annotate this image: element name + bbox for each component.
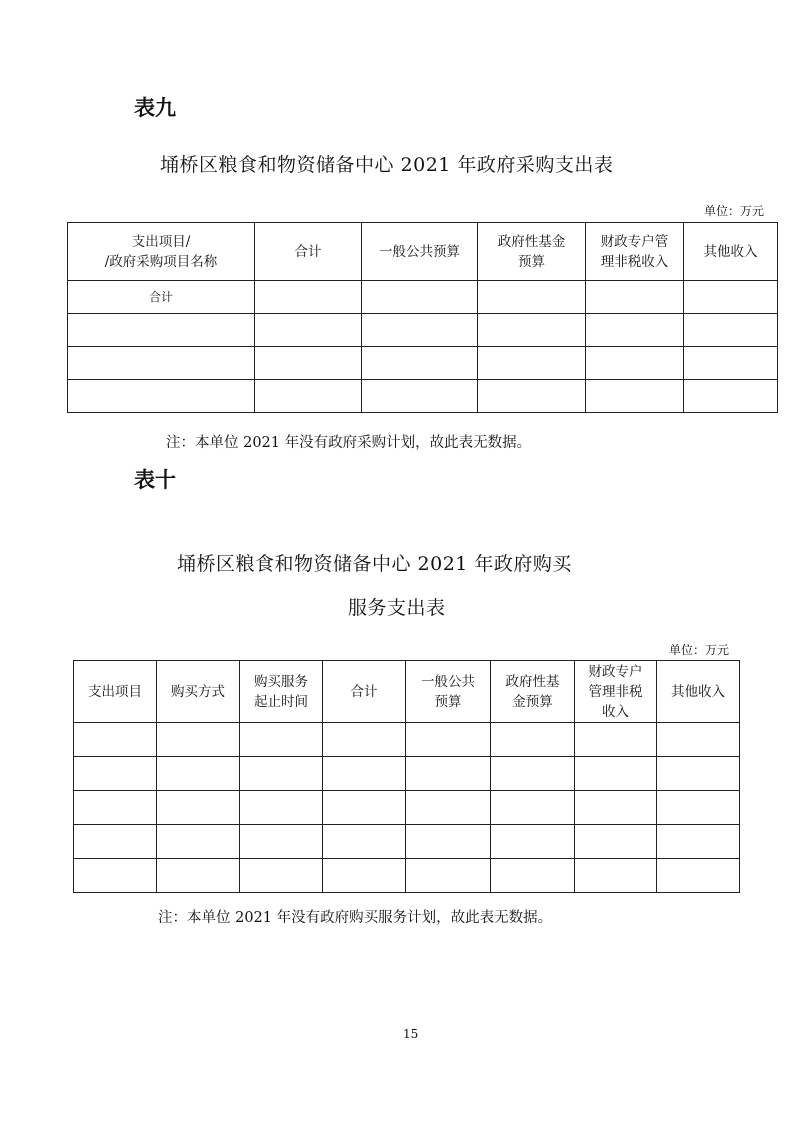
- table10-cell: [406, 757, 491, 791]
- table9-cell: [586, 380, 684, 413]
- table9-header-total: [255, 223, 362, 281]
- table10-header-text-line: 其他收入: [671, 683, 725, 700]
- table10-header-item: [74, 661, 157, 723]
- table9-cell: [684, 347, 778, 380]
- table9-row: [68, 281, 778, 314]
- table10-cell: [240, 825, 323, 859]
- table10-cell: [157, 825, 240, 859]
- table10-grid: [73, 660, 740, 893]
- table10-cell: [575, 791, 657, 825]
- table10-cell: [406, 723, 491, 757]
- table10-header-text-line: 购买服务: [254, 673, 308, 690]
- table10-header-text-line: 金预算: [512, 693, 553, 710]
- table9-header-text-line: 合计: [294, 243, 322, 260]
- table10-header-text-line: 合计: [350, 683, 378, 700]
- table10-row: [74, 757, 740, 791]
- table10-header-text-line: 起止时间: [254, 693, 308, 710]
- table10-cell: [657, 859, 740, 893]
- table10-cell: [323, 859, 406, 893]
- table10-cell: [491, 825, 575, 859]
- table9-cell: [362, 347, 478, 380]
- table10-cell: [240, 757, 323, 791]
- table9-heading: 表九: [134, 96, 176, 120]
- table10-cell: [491, 757, 575, 791]
- table10-note: 注：本单位 2021 年没有政府购买服务计划，故此表无数据。: [158, 910, 553, 926]
- table10-cell: [657, 757, 740, 791]
- table9-header-text-line: 理非税收入: [600, 253, 669, 270]
- table10-header-service-period: [240, 661, 323, 723]
- table10-header-purchase-method: [157, 661, 240, 723]
- table9-header-text-line: 支出项目/: [131, 233, 191, 250]
- table9-header-general-budget: [362, 223, 478, 281]
- table10-cell: [575, 825, 657, 859]
- table10-cell: [406, 859, 491, 893]
- table9-unit: 单位：万元: [704, 204, 765, 218]
- table9-cell: [362, 380, 478, 413]
- table9-cell: [478, 347, 586, 380]
- table10-cell: [323, 757, 406, 791]
- table10-header-special-account: [575, 661, 657, 723]
- table9-row: [68, 314, 778, 347]
- table9-header-text-line: /政府采购项目名称: [104, 253, 218, 270]
- table10-row: [74, 723, 740, 757]
- table9-cell: [68, 314, 255, 347]
- table10-cell: [575, 859, 657, 893]
- table9-header-text-line: 财政专户管: [600, 233, 669, 250]
- table10-header-text-line: 收入: [602, 703, 629, 720]
- table10-cell: [575, 757, 657, 791]
- table10-cell: [491, 791, 575, 825]
- table10-cell: [74, 723, 157, 757]
- table10-cell: [657, 825, 740, 859]
- table9-cell: [362, 314, 478, 347]
- table10-cell: [240, 791, 323, 825]
- table10-cell: [575, 723, 657, 757]
- table9-cell: [478, 314, 586, 347]
- table9-cell: [586, 347, 684, 380]
- table9-header-fund-budget: [478, 223, 586, 281]
- table10-heading: 表十: [134, 468, 176, 492]
- table10-row: [74, 791, 740, 825]
- table10-header-row: [74, 661, 740, 723]
- table9-cell: [586, 281, 684, 314]
- table9-header-text-line: 其他收入: [703, 243, 758, 260]
- table9-cell: [255, 380, 362, 413]
- table10-header-text-line: 预算: [434, 693, 462, 710]
- table9-cell: [68, 347, 255, 380]
- table9-cell: [586, 314, 684, 347]
- table9-cell: [68, 380, 255, 413]
- table9-header-other-income: [684, 223, 778, 281]
- table10-header-text-line: 政府性基: [505, 673, 560, 690]
- table9-cell: [478, 281, 586, 314]
- table10-cell: [74, 825, 157, 859]
- table9-row: [68, 347, 778, 380]
- table10-cell: [323, 791, 406, 825]
- table10-row: [74, 859, 740, 893]
- table10-cell: [157, 791, 240, 825]
- table10-cell: [657, 791, 740, 825]
- table10-cell: [406, 791, 491, 825]
- table9-cell: [362, 281, 478, 314]
- table10-header-text-line: 财政专户: [588, 663, 643, 680]
- table9-header-special-account: [586, 223, 684, 281]
- table10-cell: [406, 825, 491, 859]
- table10-header-text-line: 支出项目: [88, 683, 142, 700]
- table10-cell: [157, 859, 240, 893]
- table9-header-row: [68, 223, 778, 281]
- table10-cell: [74, 859, 157, 893]
- table10-cell: [157, 723, 240, 757]
- table9-cell: [684, 380, 778, 413]
- table10-header-general-budget: [406, 661, 491, 723]
- table9-header-text-line: 政府性基金: [497, 233, 566, 250]
- table9-row: [68, 380, 778, 413]
- table9-cell: [255, 314, 362, 347]
- table9-header-text-line: 一般公共预算: [379, 243, 460, 260]
- table10-cell: [491, 723, 575, 757]
- table10-header-text-line: 管理非税: [588, 683, 643, 700]
- table10-cell: [323, 723, 406, 757]
- table10-cell: [657, 723, 740, 757]
- table10-header-text-line: 一般公共: [421, 673, 475, 690]
- table9-cell: 合计: [68, 281, 255, 314]
- table10-cell: [74, 757, 157, 791]
- table10-header-total: [323, 661, 406, 723]
- table9-title: 埇桥区粮食和物资储备中心 2021 年政府采购支出表: [160, 154, 614, 176]
- table9-header-item: [68, 223, 255, 281]
- table10-header-fund-budget: [491, 661, 575, 723]
- table10-row: [74, 825, 740, 859]
- table9-cell: [684, 314, 778, 347]
- table10-unit: 单位：万元: [669, 643, 730, 657]
- table10-title-line2: 服务支出表: [348, 597, 446, 619]
- table9-header-text-line: 预算: [518, 253, 545, 270]
- table10-cell: [240, 723, 323, 757]
- table10-cell: [491, 859, 575, 893]
- table9-grid: [67, 222, 778, 413]
- table10-cell: [240, 859, 323, 893]
- table9-note: 注：本单位 2021 年没有政府采购计划，故此表无数据。: [166, 435, 532, 451]
- table10-cell: [157, 757, 240, 791]
- table10-cell: [323, 825, 406, 859]
- table10-title-line1: 埇桥区粮食和物资储备中心 2021 年政府购买: [177, 553, 572, 575]
- table9-cell: [255, 347, 362, 380]
- table9-cell: [255, 281, 362, 314]
- table9-cell: [684, 281, 778, 314]
- table10-header-text-line: 购买方式: [171, 683, 225, 700]
- table10-cell: [74, 791, 157, 825]
- table9-cell: [478, 380, 586, 413]
- page-number: 15: [403, 1027, 419, 1041]
- table10-header-other-income: [657, 661, 740, 723]
